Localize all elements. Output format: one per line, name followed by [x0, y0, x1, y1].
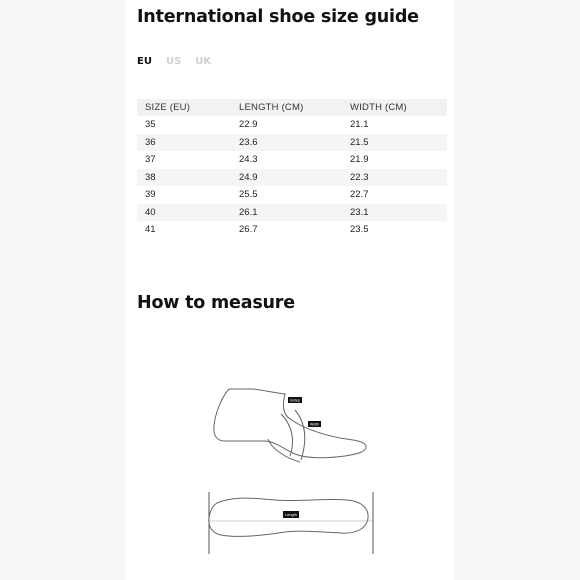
instep-label: Instep	[290, 398, 300, 403]
cell-length: 26.1	[231, 204, 342, 222]
tab-us[interactable]: US	[165, 56, 182, 67]
unit-tabs	[137, 56, 211, 67]
size-table	[137, 99, 447, 239]
cell-size: 37	[137, 151, 231, 169]
cell-size: 39	[137, 186, 231, 204]
cell-size: 41	[137, 221, 231, 239]
how-to-measure-title: How to measure	[137, 293, 295, 313]
tab-uk[interactable]: UK	[195, 56, 212, 67]
cell-size: 35	[137, 116, 231, 134]
foot-measure-diagram	[125, 370, 454, 570]
width-label: Width	[309, 422, 320, 427]
cell-length: 25.5	[231, 186, 342, 204]
header-size: SIZE (EU)	[137, 99, 231, 116]
header-length: LENGTH (CM)	[231, 99, 342, 116]
table-row	[137, 204, 447, 222]
cell-width: 21.5	[342, 134, 447, 152]
cell-length: 23.6	[231, 134, 342, 152]
cell-size: 38	[137, 169, 231, 187]
table-row	[137, 221, 447, 239]
foot-top-view	[209, 492, 373, 554]
size-guide-panel	[125, 0, 454, 580]
cell-size: 36	[137, 134, 231, 152]
cell-width: 23.1	[342, 204, 447, 222]
cell-width: 21.1	[342, 116, 447, 134]
cell-width: 23.5	[342, 221, 447, 239]
table-header-row	[137, 99, 447, 116]
length-label: Length	[285, 513, 297, 517]
page-title: International shoe size guide	[137, 7, 419, 27]
table-row	[137, 134, 447, 152]
table-row	[137, 186, 447, 204]
cell-length: 24.3	[231, 151, 342, 169]
table-row	[137, 151, 447, 169]
cell-length: 26.7	[231, 221, 342, 239]
table-row	[137, 116, 447, 134]
cell-length: 22.9	[231, 116, 342, 134]
cell-length: 24.9	[231, 169, 342, 187]
cell-width: 22.7	[342, 186, 447, 204]
tab-eu[interactable]: EU	[137, 56, 152, 67]
cell-size: 40	[137, 204, 231, 222]
table-row	[137, 169, 447, 187]
cell-width: 22.3	[342, 169, 447, 187]
header-width: WIDTH (CM)	[342, 99, 447, 116]
cell-width: 21.9	[342, 151, 447, 169]
